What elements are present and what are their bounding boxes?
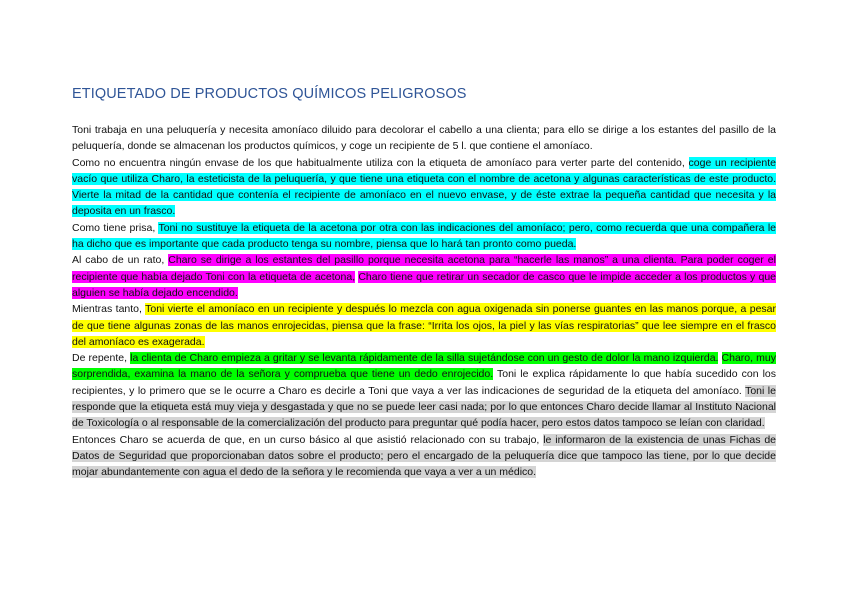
- paragraph-3: [72, 220, 776, 253]
- highlighted-text-gray: le informaron de la existencia de unas Fichas de Datos de Seguridad que proporcionaban datos sobre el producto; pero el encargado de la peluquería dice que tampoco las tiene, por lo que decide mojar abundantemente con agua el dedo de la señora y le recomienda que vaya a ver a un médico.: [72, 433, 777, 479]
- text-run: Toni trabaja en una peluquería y necesita amoníaco diluido para decolorar el cabello a una clienta; para ello se dirige a los estantes del pasillo de la peluquería, donde se almacenan los productos químicos, y coge un recipiente de 5 l. que contiene el amoníaco.: [72, 124, 776, 153]
- paragraph-1: [72, 122, 776, 155]
- text-run: Al cabo de un rato,: [72, 254, 169, 267]
- paragraph-7: [72, 432, 776, 481]
- highlighted-text-magenta: Charo se dirige a los estantes del pasillo porque necesita acetona para “hacerle las manos” a una clienta. Para poder coger el recipiente que había dejado Toni con la etiqueta de acetona,: [72, 254, 776, 283]
- paragraph-4: [72, 252, 776, 301]
- text-run: Mientras tanto,: [72, 303, 146, 316]
- paragraph-6: [72, 350, 776, 431]
- text-run: Entonces Charo se acuerda de que, en un curso básico al que asistió relacionado con su trabajo,: [72, 433, 544, 446]
- highlighted-text-green: la clienta de Charo empieza a gritar y se levanta rápidamente de la silla sujetándose con un gesto de dolor la mano izquierda.: [130, 352, 719, 365]
- highlighted-text-cyan: coge un recipiente vacío que utiliza Charo, la esteticista de la peluquería, y que tiene una etiqueta con el nombre de acetona y algunas características de este producto. Vierte la mitad de la cantidad que contenía el recipiente de amoníaco en el nuevo envase, y de éste extrae la pequeña cantidad que necesita y la deposita en un frasco.: [72, 156, 776, 218]
- highlighted-text-cyan: Toni no sustituye la etiqueta de la acetona por otra con las indicaciones del amoníaco; pero, como recuerda que una compañera le ha dicho que es importante que cada producto tenga su nombre, piensa que lo hará tan pronto como pueda.: [72, 221, 776, 251]
- highlighted-text-green: Charo, muy sorprendida, examina la mano de la señora y comprueba que tiene un dedo enrojecido.: [72, 352, 776, 381]
- text-run: Como tiene prisa,: [72, 221, 159, 234]
- text-run: Como no encuentra ningún envase de los que habitualmente utiliza con la etiqueta de amoníaco para verter parte del contenido,: [72, 156, 689, 169]
- paragraph-5: [72, 301, 776, 350]
- highlighted-text-magenta: Charo tiene que retirar un secador de casco que le impide acceder a los productos y que alguien se había dejado encendido.: [72, 270, 776, 299]
- paragraph-2: [72, 155, 776, 220]
- document-body: [72, 122, 776, 481]
- text-run: De repente,: [72, 352, 131, 365]
- text-run: Toni le explica rápidamente lo que había sucedido con los recipientes, y lo primero que se le ocurre a Charo es decirle a Toni que vaya a ver las indicaciones de seguridad de la etiqueta del amoníaco.: [72, 368, 776, 397]
- highlighted-text-yellow: Toni vierte el amoníaco en un recipiente y después lo mezcla con agua oxigenada sin ponerse guantes en las manos porque, a pesar de que tiene algunas zonas de las manos enrojecidas, piensa que la frase: “Irrita los ojos, la piel y las vías respiratorias” que lee siempre en el frasco del amoníaco es exagerada.: [72, 303, 776, 348]
- document-title: ETIQUETADO DE PRODUCTOS QUÍMICOS PELIGROSOS: [72, 86, 467, 102]
- highlighted-text-gray: Toni le responde que la etiqueta está muy vieja y desgastada y que no se puede leer casi nada; por lo que entonces Charo decide llamar al Instituto Nacional de Toxicología o al responsable de la comercialización del producto para preguntar qué podía hacer, pero estos datos tampoco se leían con claridad.: [72, 384, 776, 430]
